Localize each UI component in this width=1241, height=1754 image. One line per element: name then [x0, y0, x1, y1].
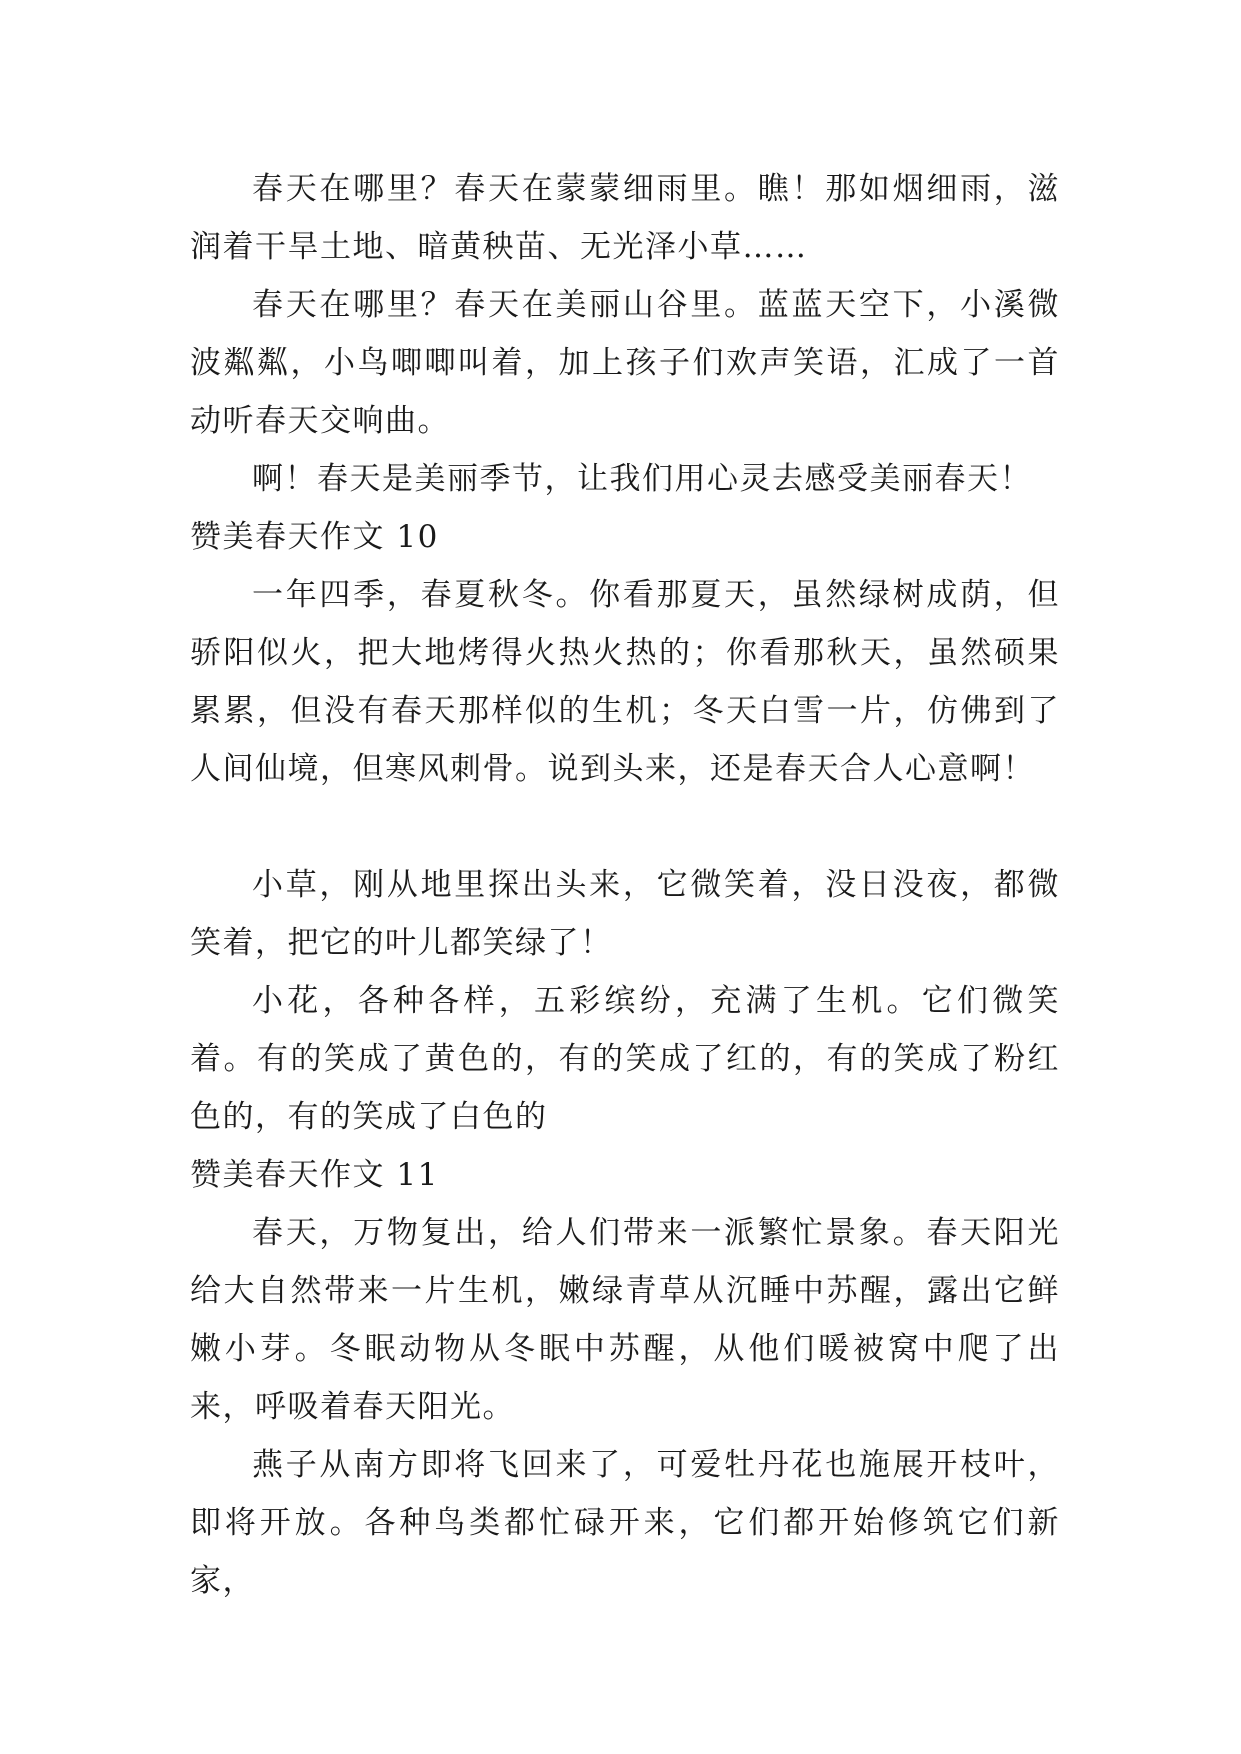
paragraph: 燕子从南方即将飞回来了，可爱牡丹花也施展开枝叶，即将开放。各种鸟类都忙碌开来，它们都开始修筑它们新家， [190, 1447, 1060, 1599]
paragraph: 小草，刚从地里探出头来，它微笑着，没日没夜，都微笑着，把它的叶儿都笑绿了！ [190, 867, 1060, 961]
blank-line [190, 798, 1060, 856]
paragraph: 春天在哪里？春天在美丽山谷里。蓝蓝天空下，小溪微波粼粼，小鸟唧唧叫着，加上孩子们欢声笑语，汇成了一首动听春天交响曲。 [190, 287, 1060, 439]
paragraph: 小花，各种各样，五彩缤纷，充满了生机。它们微笑着。有的笑成了黄色的，有的笑成了红的，有的笑成了粉红色的，有的笑成了白色的 [190, 983, 1060, 1135]
paragraph: 啊！春天是美丽季节，让我们用心灵去感受美丽春天！ [252, 461, 1032, 497]
section-heading: 赞美春天作文 10 [190, 519, 439, 555]
paragraph: 春天，万物复出，给人们带来一派繁忙景象。春天阳光给大自然带来一片生机，嫩绿青草从沉睡中苏醒，露出它鲜嫩小芽。冬眠动物从冬眠中苏醒，从他们暖被窝中爬了出来，呼吸着春天阳光。 [190, 1215, 1060, 1425]
document-body [190, 160, 1060, 1610]
section-heading: 赞美春天作文 11 [190, 1157, 439, 1193]
paragraph: 春天在哪里？春天在蒙蒙细雨里。瞧！那如烟细雨，滋润着干旱土地、暗黄秧苗、无光泽小草…… [190, 171, 1060, 265]
paragraph: 一年四季，春夏秋冬。你看那夏天，虽然绿树成荫，但骄阳似火，把大地烤得火热火热的；你看那秋天，虽然硕果累累，但没有春天那样似的生机；冬天白雪一片，仿佛到了人间仙境，但寒风刺骨。说到头来，还是春天合人心意啊！ [190, 577, 1060, 787]
